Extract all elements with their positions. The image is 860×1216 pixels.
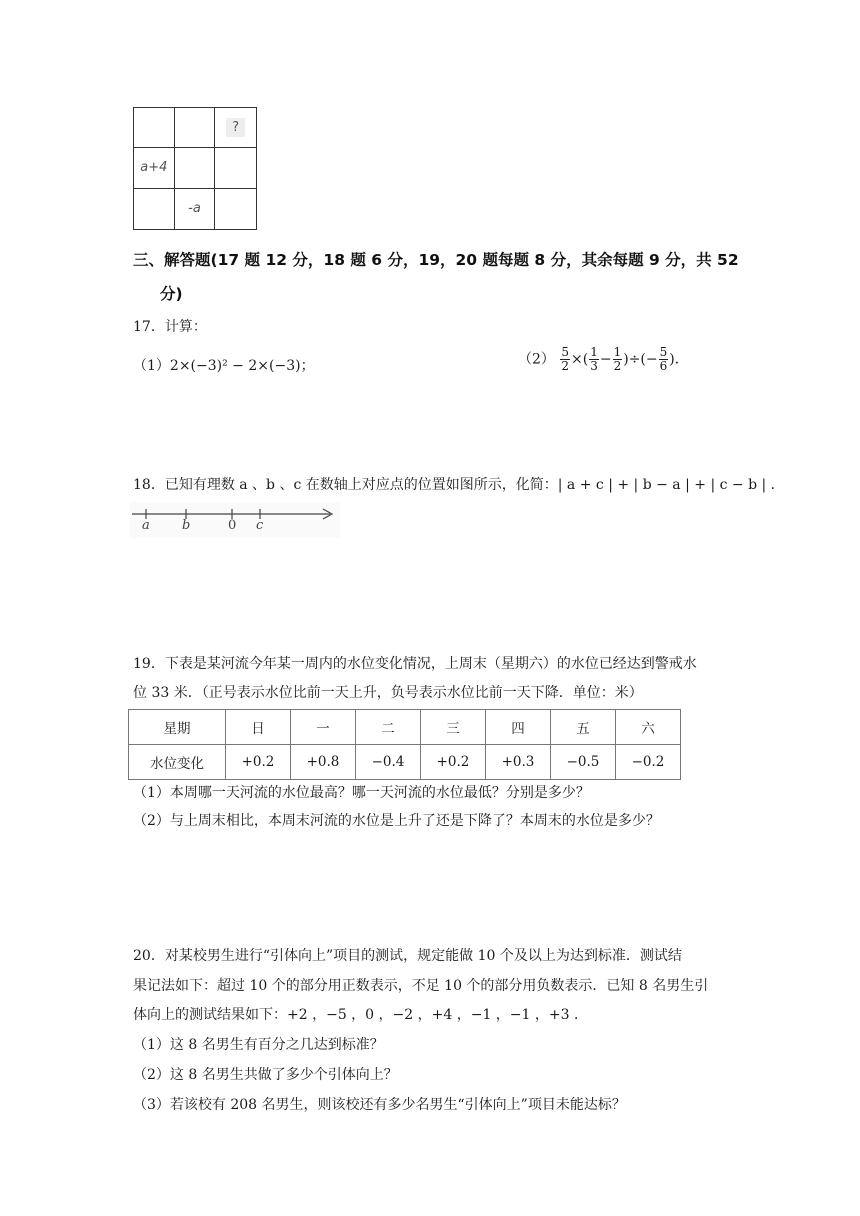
- table-cell: 水位变化: [129, 745, 226, 780]
- operator: )÷(−: [623, 351, 658, 368]
- operator: ×(: [571, 351, 589, 368]
- grid-cell-question: [215, 108, 256, 148]
- table-cell: 星期: [129, 710, 226, 745]
- q20-sub3: （3）若该校有 208 名男生，则该校还有多少名男生“引体向上”项目未能达标？: [133, 1097, 626, 1113]
- q19-sub2: （2）与上周末相比，本周末河流的水位是上升了还是下降了？本周末的水位是多少？: [133, 813, 660, 829]
- table-cell: −0.2: [616, 745, 681, 780]
- q19-sub1: （1）本周哪一天河流的水位最高？哪一天河流的水位最低？分别是多少？: [133, 785, 590, 801]
- table-cell: +0.2: [226, 745, 291, 780]
- section-title-line2: 分): [160, 285, 183, 303]
- grid-cell: [215, 189, 256, 229]
- table-header-row: [129, 710, 681, 745]
- q17-p1-expr: 2×(−3)² − 2×(−3)；: [169, 358, 315, 374]
- grid-cell: a+4: [134, 148, 175, 188]
- table-row: [129, 745, 681, 780]
- fraction: $\frac{1}{3}$: [590, 345, 598, 373]
- axis-label-c: c: [256, 518, 264, 533]
- section-title-line1: 三、解答题(17 题 12 分，18 题 6 分，19，20 题每题 8 分，其余每题 9 分，共 52: [133, 251, 739, 269]
- grid-cell: [215, 148, 256, 188]
- fraction: $\frac{5}{2}$: [561, 345, 570, 373]
- axis-label-zero: 0: [228, 518, 237, 533]
- q17-p1-label: （1）: [133, 358, 170, 374]
- number-line-figure: [130, 502, 340, 538]
- q19-line1: 19．下表是某河流今年某一周内的水位变化情况，上周末（星期六）的水位已经达到警戒水: [133, 656, 697, 672]
- q20-line2: 果记法如下：超过 10 个的部分用正数表示，不足 10 个的部分用负数表示．已知 8 名男生引: [133, 978, 709, 994]
- puzzle-grid: [133, 107, 257, 230]
- q20-line1: 20．对某校男生进行“引体向上”项目的测试，规定能做 10 个及以上为达到标准．测试结: [133, 948, 682, 964]
- fraction: $\frac{1}{2}$: [613, 345, 622, 373]
- q20-sub2: （2）这 8 名男生共做了多少个引体向上？: [133, 1067, 398, 1083]
- table-cell: 四: [486, 710, 551, 745]
- q18-text: 18．已知有理数 a 、b 、c 在数轴上对应点的位置如图所示，化简：| a + c | + | b − a | + | c − b | ．: [133, 477, 785, 493]
- axis-label-a: a: [142, 518, 150, 533]
- axis-label-b: b: [182, 518, 191, 533]
- water-level-table: [128, 709, 681, 780]
- fraction: $\frac{5}{6}$: [659, 345, 668, 373]
- q20-line3: 体向上的测试结果如下：+2 ，−5 ，0 ，−2 ，+4 ，−1 ，−1 ，+3 ．: [133, 1007, 588, 1023]
- grid-cell: -a: [175, 189, 216, 229]
- question-mark: ?: [226, 118, 245, 137]
- table-cell: 六: [616, 710, 681, 745]
- table-cell: −0.4: [356, 745, 421, 780]
- q17-p2-label: （2）: [518, 351, 555, 368]
- q17-stem: 17．计算：: [133, 319, 207, 335]
- q17-part1: [133, 355, 315, 375]
- table-cell: 日: [226, 710, 291, 745]
- table-cell: 五: [551, 710, 616, 745]
- operator: −: [599, 351, 612, 368]
- table-cell: +0.8: [291, 745, 356, 780]
- grid-cell: [175, 148, 216, 188]
- grid-cell: [175, 108, 216, 148]
- table-cell: 二: [356, 710, 421, 745]
- q17-part2: [518, 346, 689, 373]
- table-cell: 一: [291, 710, 356, 745]
- operator: )．: [669, 351, 689, 368]
- q19-line2: 位 33 米．（正号表示水位比前一天上升，负号表示水位比前一天下降．单位：米）: [133, 685, 643, 701]
- table-cell: −0.5: [551, 745, 616, 780]
- grid-cell: [134, 108, 175, 148]
- table-cell: +0.2: [421, 745, 486, 780]
- grid-cell: [134, 189, 175, 229]
- table-cell: +0.3: [486, 745, 551, 780]
- q20-sub1: （1）这 8 名男生有百分之几达到标准？: [133, 1037, 384, 1053]
- table-cell: 三: [421, 710, 486, 745]
